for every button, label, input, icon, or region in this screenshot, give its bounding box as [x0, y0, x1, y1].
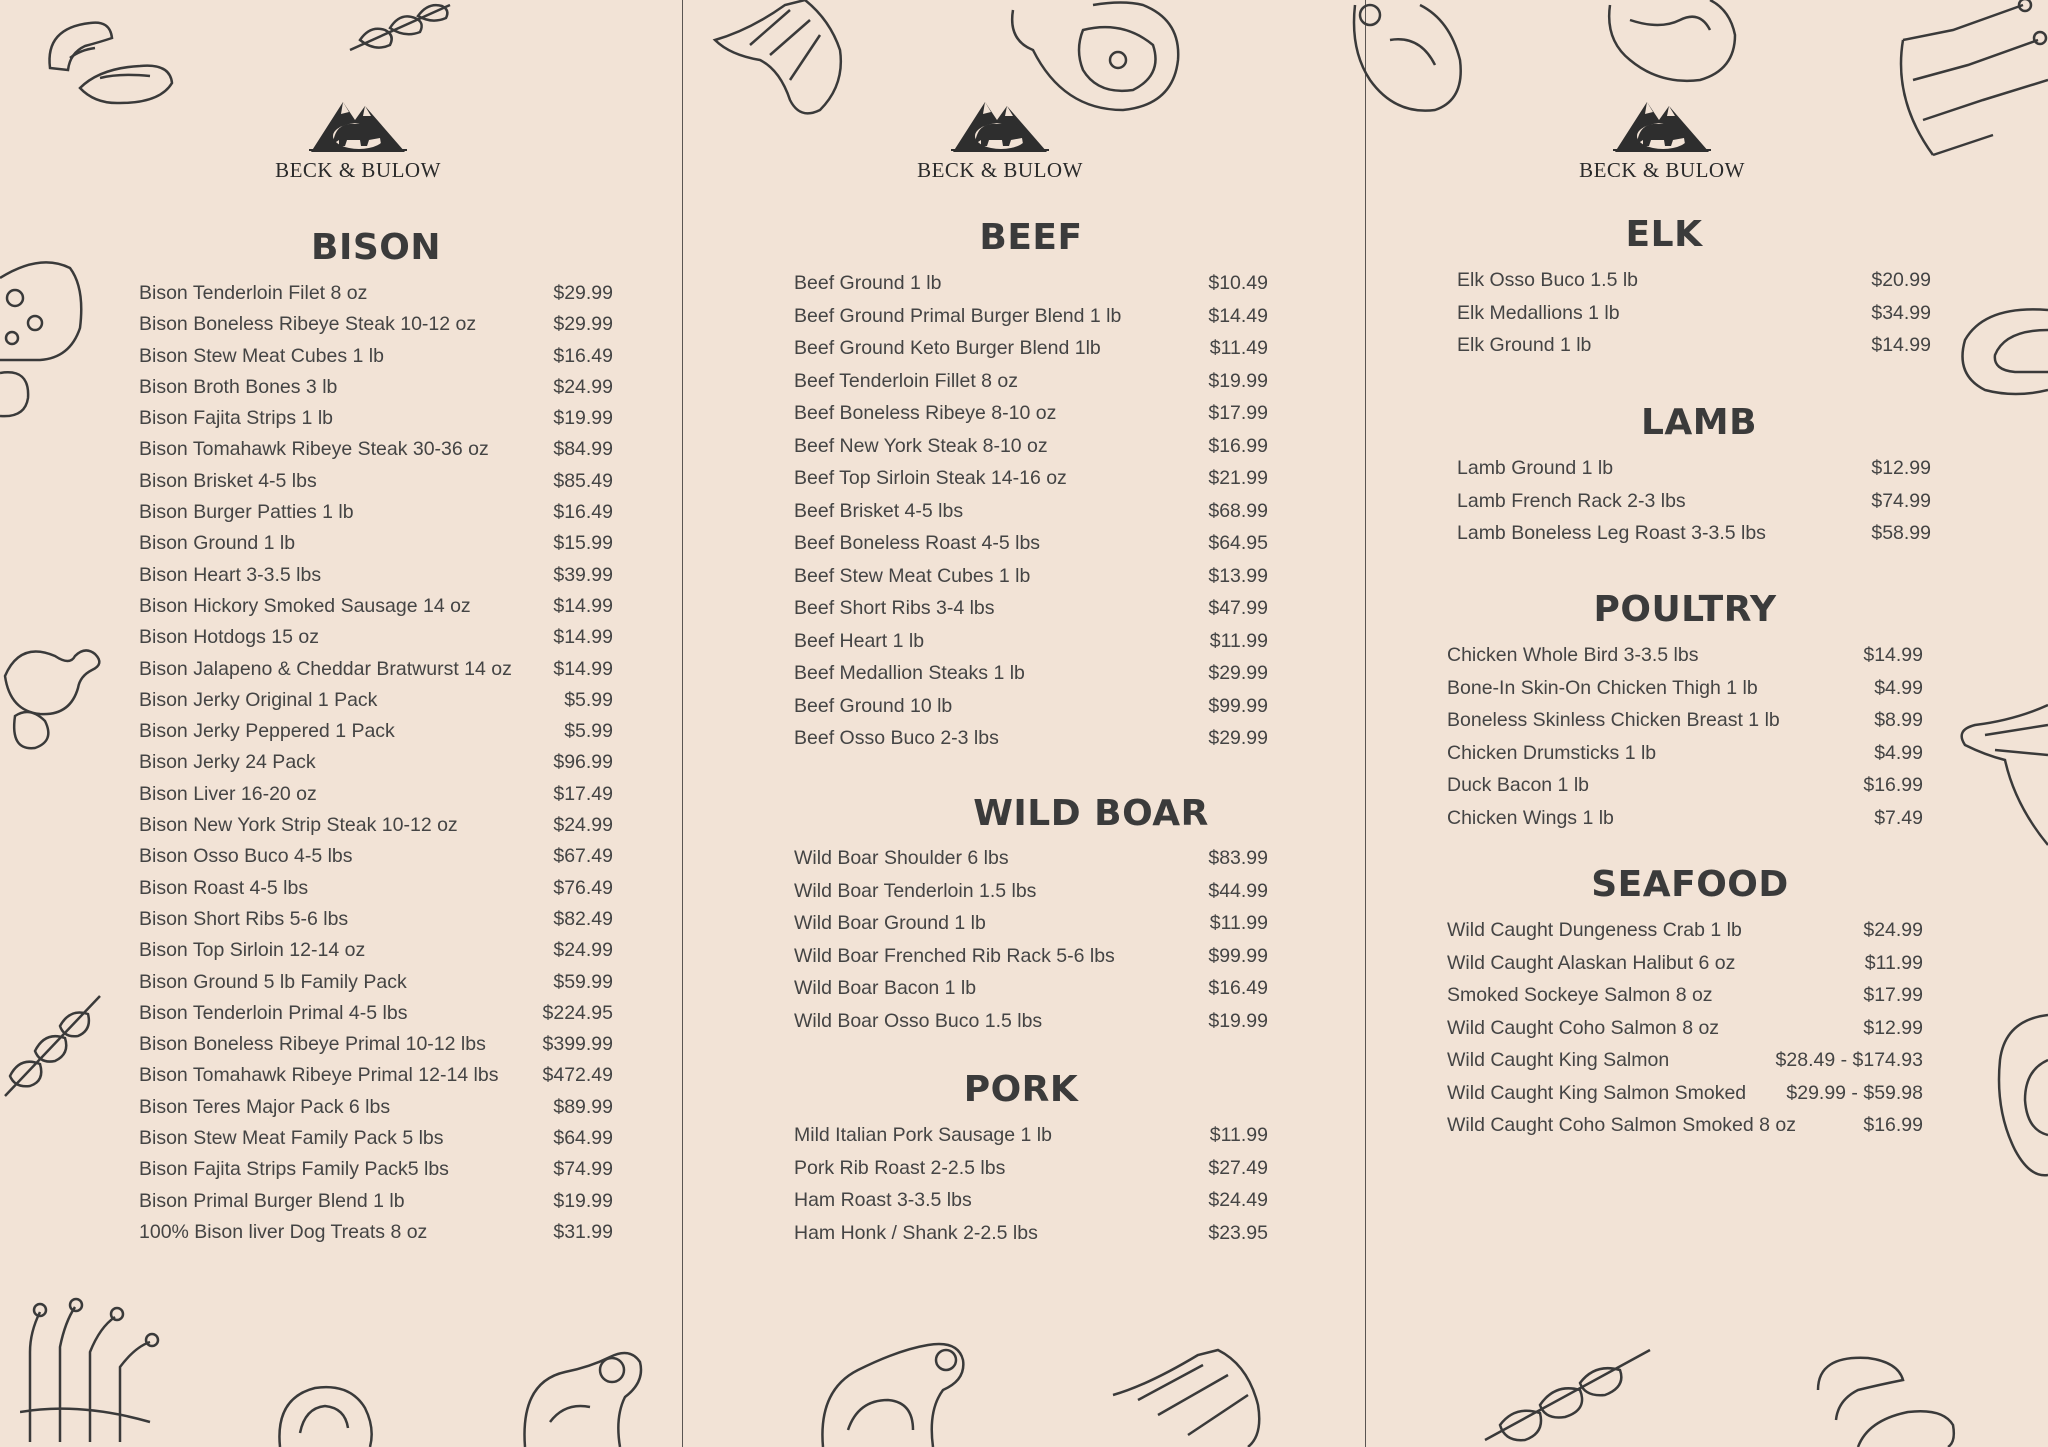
menu-item-name: Beef Medallion Steaks 1 lb: [794, 662, 1025, 684]
section-poultry: [1447, 589, 1923, 840]
menu-list: [1457, 269, 1931, 367]
menu-item-price: $12.99: [1871, 457, 1931, 479]
menu-item-price: $14.99: [553, 594, 613, 617]
menu-item: [794, 500, 1268, 533]
menu-item-name: Wild Boar Osso Buco 1.5 lbs: [794, 1009, 1043, 1032]
menu-item: [794, 1189, 1268, 1222]
menu-item-name: Wild Boar Tenderloin 1.5 lbs: [794, 879, 1037, 902]
menu-list: [139, 282, 613, 1252]
menu-item-name: Bison Brisket 4-5 lbs: [139, 469, 317, 492]
menu-item-price: $8.99: [1874, 709, 1923, 732]
menu-item-name: Wild Boar Bacon 1 lb: [794, 977, 977, 1000]
menu-item-price: $17.99: [1863, 984, 1923, 1006]
menu-item-name: Bison Fajita Strips 1 lb: [139, 407, 334, 430]
menu-item-name: Bison Stew Meat Family Pack 5 lbs: [139, 1127, 444, 1150]
menu-item-price: $34.99: [1871, 301, 1931, 324]
section-title: LAMB: [1640, 402, 1758, 443]
menu-item: [139, 470, 613, 501]
menu-item-price: $29.99: [1208, 662, 1268, 684]
menu-item: [1447, 984, 1923, 1017]
menu-item: [139, 1033, 613, 1064]
menu-item-name: Bison Hickory Smoked Sausage 14 oz: [139, 594, 471, 617]
ham-icon: [1995, 1010, 2048, 1180]
menu-item-name: Bison Teres Major Pack 6 lbs: [139, 1095, 391, 1118]
menu-item-name: Beef Ground 10 lb: [794, 694, 953, 717]
menu-item-price: $12.99: [1863, 1016, 1923, 1039]
menu-item-name: Bison Osso Buco 4-5 lbs: [139, 845, 353, 868]
menu-item-price: $16.49: [553, 344, 613, 367]
menu-item-price: $15.99: [553, 532, 613, 555]
menu-item-name: Bison Liver 16-20 oz: [139, 782, 317, 805]
menu-item: [1447, 677, 1923, 710]
menu-item-price: $64.95: [1208, 532, 1268, 554]
menu-item-name: Beef Ground 1 lb: [794, 272, 942, 294]
menu-item-name: Bison Top Sirloin 12-14 oz: [139, 939, 366, 962]
menu-item-price: $5.99: [564, 688, 613, 711]
menu-item-price: $11.99: [1864, 951, 1923, 974]
menu-item: [794, 727, 1268, 760]
menu-item-price: $19.99: [553, 1189, 613, 1212]
menu-item: [794, 1222, 1268, 1255]
menu-item-price: $19.99: [1208, 1009, 1268, 1032]
section-title: SEAFOOD: [1591, 864, 1789, 905]
menu-item: [1447, 807, 1923, 840]
menu-item: [139, 720, 613, 751]
lamb-rack-icon: [20, 1292, 170, 1442]
panel-divider-right: [1365, 0, 1366, 1447]
menu-item: [794, 912, 1268, 945]
menu-item-price: $24.99: [553, 814, 613, 837]
section-beef: [794, 217, 1268, 760]
ham-icon: [818, 1330, 968, 1447]
menu-item: [1457, 302, 1931, 335]
brand-name: BECK & BULOW: [1579, 158, 1745, 182]
menu-item: [139, 908, 613, 939]
menu-item-price: $31.99: [553, 1220, 613, 1243]
menu-item-price: $82.49: [553, 907, 613, 930]
section-pork: [794, 1069, 1268, 1254]
menu-item: [794, 435, 1268, 468]
menu-item-price: $29.99 - $59.98: [1786, 1081, 1923, 1104]
menu-item-name: Bone-In Skin-On Chicken Thigh 1 lb: [1447, 676, 1758, 699]
menu-item-price: $23.95: [1208, 1221, 1268, 1244]
menu-item: [1447, 1049, 1923, 1082]
menu-item: [139, 532, 613, 563]
menu-item: [1447, 919, 1923, 952]
menu-item-name: Chicken Drumsticks 1 lb: [1447, 741, 1657, 764]
menu-item-price: $59.99: [553, 970, 613, 993]
menu-item-price: $20.99: [1871, 269, 1931, 291]
menu-item: [139, 783, 613, 814]
menu-item-name: Bison Jalapeno & Cheddar Bratwurst 14 oz: [139, 657, 512, 680]
menu-item-name: Wild Caught Coho Salmon Smoked 8 oz: [1447, 1114, 1797, 1136]
menu-item: [794, 1157, 1268, 1190]
menu-item: [139, 1064, 613, 1095]
menu-item-name: Bison Tomahawk Ribeye Steak 30-36 oz: [139, 438, 489, 461]
menu-list: [794, 272, 1268, 760]
menu-item-name: Bison Fajita Strips Family Pack5 lbs: [139, 1158, 449, 1181]
ham-icon: [520, 1342, 645, 1447]
menu-item: [139, 438, 613, 469]
chicken-wing-icon: [1955, 695, 2048, 855]
menu-item-name: Elk Medallions 1 lb: [1457, 301, 1620, 324]
menu-item: [794, 467, 1268, 500]
section-title: BEEF: [979, 217, 1083, 258]
menu-item: [139, 658, 613, 689]
menu-item-price: $44.99: [1208, 879, 1268, 902]
brand-logo: [1562, 92, 1762, 183]
menu-item-price: $14.49: [1208, 304, 1268, 327]
menu-item-price: $39.99: [553, 563, 613, 586]
menu-item-name: Bison Ground 1 lb: [139, 532, 296, 555]
menu-item: [139, 501, 613, 532]
menu-item-price: $472.49: [542, 1064, 613, 1087]
lamb-rack-icon: [1893, 0, 2048, 160]
section-title: BISON: [311, 227, 441, 268]
menu-item-price: $99.99: [1208, 694, 1268, 717]
menu-item-price: $99.99: [1208, 944, 1268, 967]
menu-item: [139, 845, 613, 876]
menu-list: [794, 1124, 1268, 1254]
menu-item-name: Bison Jerky Peppered 1 Pack: [139, 720, 395, 743]
kebab-icon: [1480, 1345, 1655, 1447]
menu-item-price: $83.99: [1208, 847, 1268, 869]
menu-item: [139, 564, 613, 595]
menu-item: [1447, 1017, 1923, 1050]
chicken-wing-icon: [1108, 1345, 1268, 1447]
menu-item-price: $24.99: [1863, 919, 1923, 941]
sausage-icon: [1955, 300, 2048, 400]
menu-item-name: Beef Stew Meat Cubes 1 lb: [794, 564, 1031, 587]
menu-item: [794, 305, 1268, 338]
menu-item-price: $16.49: [1208, 977, 1268, 1000]
section-title: WILD BOAR: [973, 793, 1209, 834]
menu-item-name: Beef Heart 1 lb: [794, 629, 925, 652]
menu-item: [139, 877, 613, 908]
menu-item-name: Bison Primal Burger Blend 1 lb: [139, 1189, 405, 1212]
menu-item: [139, 595, 613, 626]
menu-item-price: $4.99: [1874, 741, 1923, 764]
menu-item: [139, 689, 613, 720]
menu-item-price: $29.99: [553, 282, 613, 304]
menu-item-name: Wild Caught Coho Salmon 8 oz: [1447, 1016, 1720, 1039]
menu-item-name: Smoked Sockeye Salmon 8 oz: [1447, 984, 1713, 1006]
menu-item-name: Bison Broth Bones 3 lb: [139, 375, 338, 398]
menu-item: [1457, 334, 1931, 367]
menu-item: [794, 272, 1268, 305]
menu-item-price: $84.99: [553, 438, 613, 461]
menu-item: [139, 376, 613, 407]
menu-item-name: Beef Short Ribs 3-4 lbs: [794, 597, 995, 619]
menu-item-name: Beef Boneless Ribeye 8-10 oz: [794, 402, 1057, 424]
menu-list: [1457, 457, 1931, 555]
menu-item: [1457, 522, 1931, 555]
menu-item: [1447, 644, 1923, 677]
menu-item: [794, 945, 1268, 978]
menu-item-price: $24.49: [1208, 1189, 1268, 1212]
menu-item: [794, 662, 1268, 695]
menu-item-name: Boneless Skinless Chicken Breast 1 lb: [1447, 709, 1780, 732]
menu-item-name: Bison Jerky 24 Pack: [139, 751, 316, 774]
menu-item: [1447, 742, 1923, 775]
menu-item-name: Beef Top Sirloin Steak 14-16 oz: [794, 467, 1067, 489]
menu-item-name: Wild Caught Alaskan Halibut 6 oz: [1447, 951, 1736, 974]
menu-item: [794, 695, 1268, 728]
menu-item: [794, 532, 1268, 565]
menu-item-price: $47.99: [1208, 597, 1268, 619]
menu-item-name: Wild Caught Dungeness Crab 1 lb: [1447, 919, 1742, 941]
menu-item-name: Mild Italian Pork Sausage 1 lb: [794, 1124, 1052, 1146]
menu-item-price: $14.99: [1863, 644, 1923, 666]
menu-item-price: $16.49: [553, 501, 613, 524]
menu-item-name: Bison Short Ribs 5-6 lbs: [139, 907, 349, 930]
menu-item-name: Beef New York Steak 8-10 oz: [794, 434, 1048, 457]
menu-item-name: Bison New York Strip Steak 10-12 oz: [139, 814, 458, 837]
menu-item-name: Ham Roast 3-3.5 lbs: [794, 1189, 972, 1212]
menu-item: [794, 597, 1268, 630]
menu-item-price: $28.49 - $174.93: [1775, 1049, 1923, 1071]
menu-item-price: $224.95: [542, 1001, 613, 1024]
menu-list: [1447, 644, 1923, 840]
kebab-icon: [340, 0, 460, 60]
menu-item: [139, 1127, 613, 1158]
menu-item: [794, 847, 1268, 880]
menu-item: [139, 814, 613, 845]
menu-item-price: $27.49: [1208, 1156, 1268, 1179]
menu-item-name: Bison Boneless Ribeye Primal 10-12 lbs: [139, 1033, 486, 1056]
menu-item: [1457, 457, 1931, 490]
sausage-icon: [0, 248, 90, 428]
menu-item-price: $14.99: [553, 657, 613, 680]
menu-item: [139, 1190, 613, 1221]
menu-item-name: Wild Boar Ground 1 lb: [794, 912, 986, 935]
menu-item-price: $11.99: [1209, 629, 1268, 652]
bison-mountain-logo-icon: [1607, 92, 1717, 154]
menu-item: [139, 626, 613, 657]
menu-item-name: Lamb French Rack 2-3 lbs: [1457, 489, 1686, 512]
menu-item: [139, 971, 613, 1002]
menu-item-name: Beef Brisket 4-5 lbs: [794, 499, 964, 522]
steak-icon: [1600, 0, 1740, 90]
menu-item-price: $74.99: [553, 1158, 613, 1181]
menu-item-price: $74.99: [1871, 489, 1931, 512]
menu-item-name: Chicken Wings 1 lb: [1447, 806, 1614, 829]
menu-item-price: $7.49: [1874, 806, 1923, 829]
menu-item: [139, 313, 613, 344]
menu-item-name: Bison Burger Patties 1 lb: [139, 501, 354, 524]
menu-list: [794, 847, 1268, 1043]
menu-list: [1447, 919, 1923, 1147]
menu-item-price: $64.99: [553, 1127, 613, 1150]
bison-mountain-logo-icon: [303, 92, 413, 154]
menu-item: [1447, 952, 1923, 985]
menu-item: [139, 939, 613, 970]
menu-item-name: Lamb Ground 1 lb: [1457, 457, 1614, 479]
menu-item-price: $29.99: [553, 313, 613, 336]
menu-item: [794, 402, 1268, 435]
menu-item-price: $10.49: [1208, 272, 1268, 294]
menu-item-price: $21.99: [1208, 467, 1268, 489]
menu-item-name: Bison Tomahawk Ribeye Primal 12-14 lbs: [139, 1064, 499, 1087]
menu-item-price: $16.99: [1208, 434, 1268, 457]
menu-item-name: Beef Tenderloin Fillet 8 oz: [794, 369, 1019, 392]
menu-item-name: Bison Stew Meat Cubes 1 lb: [139, 344, 384, 367]
brand-name: BECK & BULOW: [275, 158, 441, 182]
menu-item-name: Chicken Whole Bird 3-3.5 lbs: [1447, 644, 1699, 666]
menu-item-name: Elk Osso Buco 1.5 lb: [1457, 269, 1639, 291]
menu-item-name: Bison Tenderloin Filet 8 oz: [139, 282, 368, 304]
kebab-icon: [0, 986, 110, 1106]
menu-item-name: Beef Ground Keto Burger Blend 1lb: [794, 337, 1101, 359]
menu-item-price: $17.99: [1208, 402, 1268, 424]
chicken-wing-icon: [710, 0, 880, 120]
menu-item: [1447, 774, 1923, 807]
menu-item-price: $85.49: [553, 469, 613, 492]
sausage-icon: [40, 8, 180, 108]
menu-item-price: $96.99: [553, 751, 613, 774]
menu-item-price: $76.49: [553, 876, 613, 899]
menu-item-price: $68.99: [1208, 499, 1268, 522]
menu-item: [139, 1096, 613, 1127]
menu-item-price: $5.99: [564, 720, 613, 743]
menu-item: [139, 407, 613, 438]
menu-item-price: $11.49: [1209, 337, 1268, 359]
menu-item: [794, 630, 1268, 663]
section-seafood: [1447, 864, 1923, 1147]
menu-item: [794, 337, 1268, 370]
drumstick-icon: [0, 636, 120, 756]
menu-item-name: Pork Rib Roast 2-2.5 lbs: [794, 1156, 1006, 1179]
menu-item-price: $4.99: [1874, 676, 1923, 699]
menu-item-name: Bison Heart 3-3.5 lbs: [139, 563, 322, 586]
menu-item-price: $24.99: [553, 375, 613, 398]
menu-item-name: Lamb Boneless Leg Roast 3-3.5 lbs: [1457, 522, 1766, 545]
menu-item-name: Bison Ground 5 lb Family Pack: [139, 970, 407, 993]
menu-item-price: $89.99: [553, 1095, 613, 1118]
menu-item-name: Wild Boar Frenched Rib Rack 5-6 lbs: [794, 944, 1115, 967]
menu-item-price: $11.99: [1209, 1124, 1268, 1146]
menu-item: [794, 977, 1268, 1010]
menu-item-price: $29.99: [1208, 727, 1268, 749]
menu-item: [794, 880, 1268, 913]
ham-icon: [1003, 0, 1183, 120]
menu-item-name: Bison Boneless Ribeye Steak 10-12 oz: [139, 313, 477, 336]
menu-item-name: 100% Bison liver Dog Treats 8 oz: [139, 1220, 428, 1243]
menu-item-name: Wild Caught King Salmon Smoked: [1447, 1081, 1747, 1104]
section-wild-boar: [794, 793, 1268, 1043]
menu-item: [1457, 269, 1931, 302]
menu-item: [139, 345, 613, 376]
sausage-icon: [1808, 1350, 1958, 1447]
menu-item: [794, 370, 1268, 403]
menu-item: [794, 1124, 1268, 1157]
menu-item: [139, 1158, 613, 1189]
menu-item: [1447, 1082, 1923, 1115]
panel-divider-left: [682, 0, 683, 1447]
menu-item: [1447, 1114, 1923, 1147]
steak-icon: [1350, 0, 1470, 120]
menu-item-name: Ham Honk / Shank 2-2.5 lbs: [794, 1221, 1038, 1244]
menu-item-name: Bison Jerky Original 1 Pack: [139, 688, 378, 711]
menu-item-name: Bison Hotdogs 15 oz: [139, 626, 319, 649]
menu-item-price: $399.99: [542, 1033, 613, 1056]
menu-item-name: Elk Ground 1 lb: [1457, 334, 1592, 357]
menu-item-price: $13.99: [1208, 564, 1268, 587]
menu-item-price: $16.99: [1863, 774, 1923, 797]
menu-item-price: $16.99: [1863, 1114, 1923, 1136]
brand-logo: [258, 92, 458, 183]
menu-item-price: $14.99: [553, 626, 613, 649]
menu-item-name: Wild Caught King Salmon: [1447, 1049, 1670, 1071]
section-title: PORK: [963, 1069, 1079, 1110]
menu-item-price: $14.99: [1871, 334, 1931, 357]
menu-item: [794, 1010, 1268, 1043]
section-title: ELK: [1625, 214, 1703, 255]
menu-item-price: $24.99: [553, 939, 613, 962]
menu-item-name: Beef Boneless Roast 4-5 lbs: [794, 532, 1041, 554]
menu-item-price: $17.49: [553, 782, 613, 805]
menu-item-name: Bison Tenderloin Primal 4-5 lbs: [139, 1001, 408, 1024]
menu-item-price: $19.99: [553, 407, 613, 430]
menu-item-price: $58.99: [1871, 522, 1931, 545]
menu-item-name: Beef Osso Buco 2-3 lbs: [794, 727, 999, 749]
menu-item-name: Bison Roast 4-5 lbs: [139, 876, 309, 899]
menu-item-price: $11.99: [1209, 912, 1268, 935]
section-bison: [139, 227, 613, 1252]
section-title: POULTRY: [1593, 589, 1777, 630]
menu-item: [1457, 490, 1931, 523]
menu-item-price: $67.49: [553, 845, 613, 868]
menu-item: [794, 565, 1268, 598]
menu-item: [139, 1221, 613, 1252]
menu-item-name: Duck Bacon 1 lb: [1447, 774, 1589, 797]
menu-item-name: Wild Boar Shoulder 6 lbs: [794, 847, 1009, 869]
section-lamb: [1457, 402, 1931, 555]
menu-item: [139, 1002, 613, 1033]
brand-name: BECK & BULOW: [917, 158, 1083, 182]
section-elk: [1457, 214, 1931, 367]
menu-item: [1447, 709, 1923, 742]
menu-item: [139, 751, 613, 782]
menu-item-name: Beef Ground Primal Burger Blend 1 lb: [794, 304, 1122, 327]
menu-item: [139, 282, 613, 313]
steak-icon: [270, 1378, 380, 1447]
menu-item-price: $19.99: [1208, 369, 1268, 392]
